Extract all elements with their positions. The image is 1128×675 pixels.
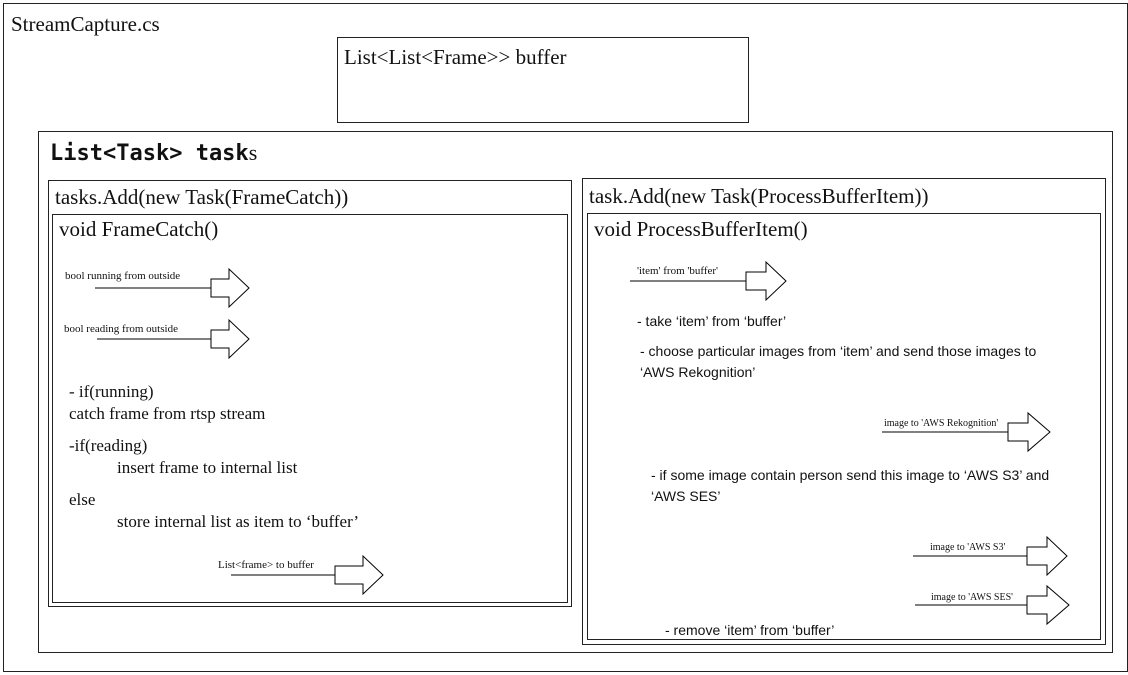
arrow-label-ses: image to 'AWS SES' [931,592,1013,603]
s3-output-arrow [913,537,1073,577]
arrow-label-list-to-buffer: List<frame> to buffer [218,559,314,571]
ses-output-arrow [915,586,1075,626]
arrow-label-item-from-buffer: 'item' from 'buffer' [637,265,719,277]
framecatch-method-title: void FrameCatch() [59,217,219,241]
tasks-title [50,140,257,166]
step-choose-images-line2: ‘AWS Rekognition’ [640,364,756,380]
line-else: else [69,490,96,509]
step-choose-images-line1: - choose particular images from ‘item’ and send those images to [640,343,1037,359]
arrow-label-running: bool running from outside [65,270,181,282]
running-input-arrow [95,269,251,309]
step-remove-item: - remove ‘item’ from ‘buffer’ [665,622,835,638]
arrow-label-reading: bool reading from outside [64,323,178,335]
list-to-buffer-arrow [231,556,387,596]
processbufferitem-method-title: void ProcessBufferItem() [594,217,808,241]
line-if-running: - if(running) [69,382,154,401]
tasks-title-suffix: s [248,140,258,165]
step-person-check-line2: ‘AWS SES’ [651,488,721,504]
line-store-list: store internal list as item to ‘buffer’ [117,512,360,531]
step-person-check-line1: - if some image contain person send this image to ‘AWS S3’ and [651,467,1050,483]
step-take-item: - take ‘item’ from ‘buffer’ [637,313,787,329]
buffer-title: List<List<Frame>> buffer [344,45,567,69]
reading-input-arrow [97,320,253,360]
right-task-header: task.Add(new Task(ProcessBufferItem)) [589,184,929,208]
file-title: StreamCapture.cs [11,12,160,36]
arrow-label-s3: image to 'AWS S3' [930,542,1006,553]
rekognition-output-arrow [882,413,1054,453]
arrow-label-rekognition: image to 'AWS Rekognition' [884,418,999,429]
item-from-buffer-arrow [630,262,790,302]
line-if-reading: -if(reading) [69,436,148,455]
tasks-title-code: List<Task> task [50,141,249,166]
line-insert-frame: insert frame to internal list [117,458,298,477]
line-catch-frame: catch frame from rtsp stream [69,404,266,423]
left-task-header: tasks.Add(new Task(FrameCatch)) [55,185,349,209]
